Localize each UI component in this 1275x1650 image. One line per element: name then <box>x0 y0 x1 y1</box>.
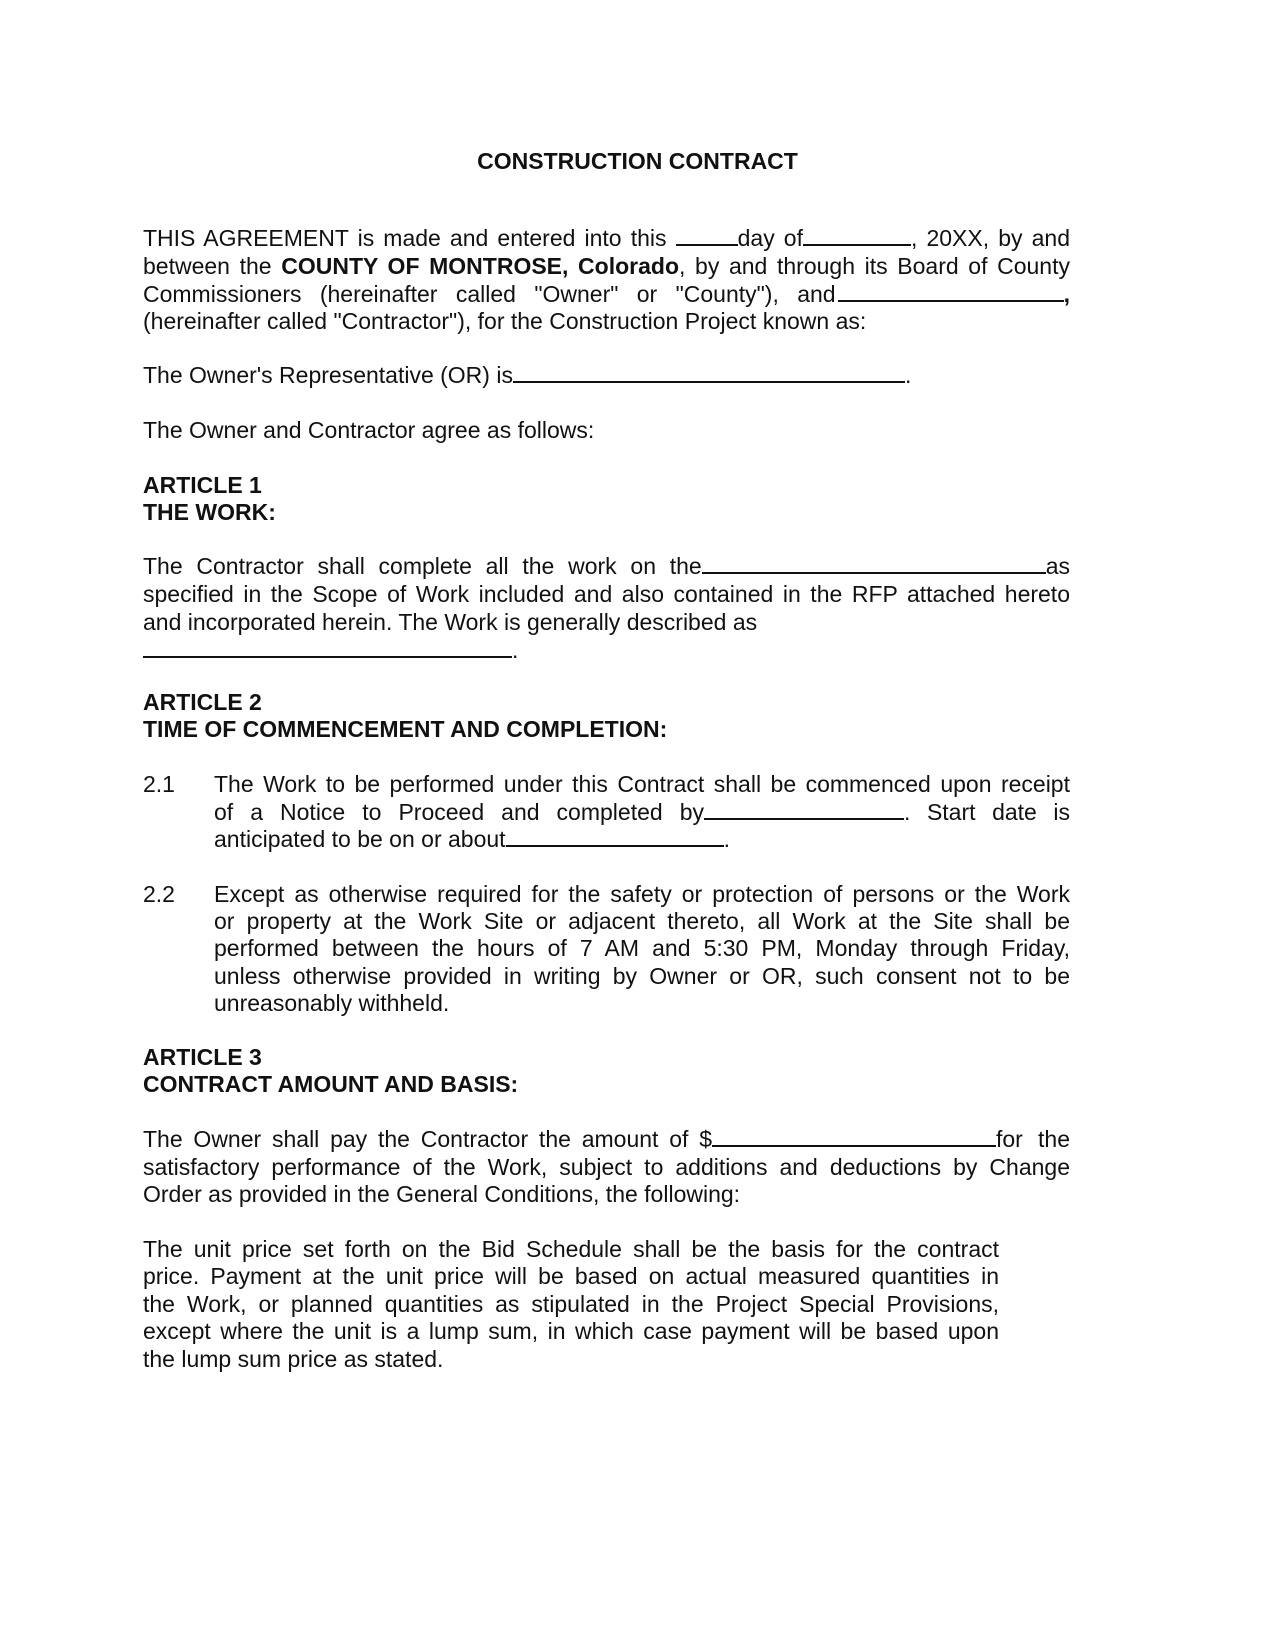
section-2-1-text: . Start date is <box>904 799 1070 825</box>
article-3-p2-line-2: price. Payment at the unit price will be based on actual measured quantities in <box>143 1263 999 1289</box>
article-1-line-1 <box>143 552 1070 581</box>
representative-end: . <box>904 362 912 388</box>
contractor-name-blank[interactable] <box>838 280 1064 302</box>
intro-text: , 20XX, by and <box>910 225 1070 251</box>
intro-text: , <box>1063 281 1070 307</box>
article-3-p2-line-4: except where the unit is a lump sum, in which case payment will be based upon <box>143 1318 999 1344</box>
start-date-blank[interactable] <box>506 825 724 847</box>
section-2-1-end: . <box>723 826 730 852</box>
article-1-line-2: specified in the Scope of Work included and also contained in the RFP attached hereto <box>143 581 1070 607</box>
article-3-p2-line-1: The unit price set forth on the Bid Schedule shall be the basis for the contract <box>143 1236 999 1262</box>
intro-text: between the <box>143 253 282 279</box>
section-2-2-line-2: or property at the Work Site or adjacent thereto, all Work at the Site shall be <box>214 908 1070 934</box>
section-2-2-line-1: Except as otherwise required for the safety or protection of persons or the Work <box>214 881 1070 907</box>
section-2-1-text: anticipated to be on or about <box>214 826 506 852</box>
intro-text: THIS AGREEMENT is made and entered into this <box>143 225 676 251</box>
section-2-2-number: 2.2 <box>143 881 175 907</box>
article-1-line-3: and incorporated herein. The Work is generally described as <box>143 609 758 635</box>
section-2-2-line-4: unless otherwise provided in writing by Owner or OR, such consent not to be <box>214 963 1070 989</box>
day-blank[interactable] <box>676 224 738 246</box>
intro-text: Commissioners (hereinafter called "Owner" or "County"), and <box>143 281 836 307</box>
article-1-end: . <box>512 637 519 663</box>
agree-line: The Owner and Contractor agree as follows: <box>143 417 595 443</box>
section-2-1-text: of a Notice to Proceed and completed by <box>214 799 704 825</box>
article-3-subheading: CONTRACT AMOUNT AND BASIS: <box>143 1071 519 1097</box>
representative-label: The Owner's Representative (OR) is <box>143 362 513 388</box>
intro-line-1 <box>143 224 1070 253</box>
article-1-text: The Contractor shall complete all the work on the <box>143 553 702 579</box>
section-2-1-line-1: The Work to be performed under this Contract shall be commenced upon receipt <box>214 771 1070 797</box>
article-1-heading: ARTICLE 1 <box>143 472 262 498</box>
section-2-1-line-3 <box>214 825 730 854</box>
intro-text: , by and through its Board of County <box>679 253 1070 279</box>
intro-line-3 <box>143 280 1070 309</box>
contract-amount-blank[interactable] <box>712 1125 996 1147</box>
article-3-heading: ARTICLE 3 <box>143 1044 262 1070</box>
article-3-text: for the <box>996 1126 1070 1152</box>
article-3-line-1 <box>143 1125 1070 1154</box>
section-2-2-line-5: unreasonably withheld. <box>214 990 450 1016</box>
representative-blank[interactable] <box>513 361 905 383</box>
section-2-1-line-2 <box>214 798 1070 827</box>
article-1-text: as <box>1045 553 1070 579</box>
document-title: CONSTRUCTION CONTRACT <box>477 148 798 174</box>
article-1-line-4 <box>143 636 518 665</box>
intro-text: day of <box>737 225 803 251</box>
article-3-line-2: satisfactory performance of the Work, subject to additions and deductions by Change <box>143 1154 1070 1180</box>
month-blank[interactable] <box>803 224 911 246</box>
representative-line <box>143 361 911 390</box>
article-3-line-3: Order as provided in the General Conditions, the following: <box>143 1181 741 1207</box>
completion-date-blank[interactable] <box>704 798 904 820</box>
article-1-subheading: THE WORK: <box>143 499 276 525</box>
article-2-heading: ARTICLE 2 <box>143 689 262 715</box>
section-2-1-number: 2.1 <box>143 771 175 797</box>
section-2-2-line-3: performed between the hours of 7 AM and 5:30 PM, Monday through Friday, <box>214 935 1070 961</box>
article-3-p2-line-5: the lump sum price as stated. <box>143 1346 444 1372</box>
article-2-subheading: TIME OF COMMENCEMENT AND COMPLETION: <box>143 716 668 742</box>
article-3-text: The Owner shall pay the Contractor the amount of $ <box>143 1126 712 1152</box>
intro-line-2 <box>143 252 1070 281</box>
article-3-p2-line-3: the Work, or planned quantities as stipulated in the Project Special Provisions, <box>143 1291 999 1317</box>
work-description-blank[interactable] <box>143 636 512 658</box>
project-name-blank[interactable] <box>702 552 1046 574</box>
county-name: COUNTY OF MONTROSE, Colorado <box>281 253 679 279</box>
intro-line-4: (hereinafter called "Contractor"), for the Construction Project known as: <box>143 308 867 334</box>
